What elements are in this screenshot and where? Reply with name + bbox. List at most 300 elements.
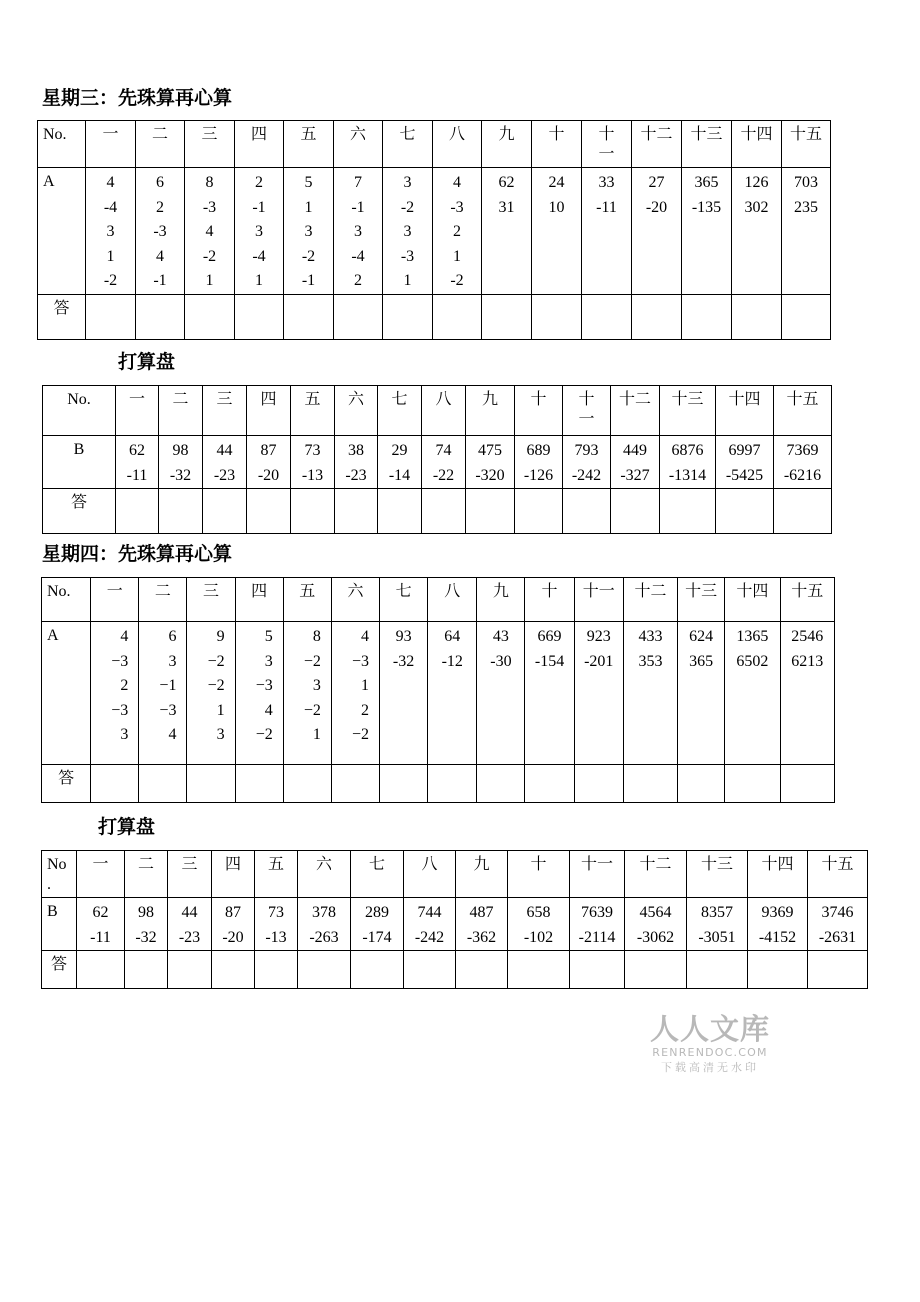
number: 3	[216, 726, 225, 743]
column-header: 九	[477, 578, 525, 622]
number: -2	[103, 272, 118, 289]
number: -2	[202, 247, 217, 265]
header-row	[42, 851, 868, 898]
number: 87	[260, 442, 277, 459]
number: 6	[168, 628, 177, 645]
answer-cell[interactable]	[422, 489, 466, 534]
number: 235	[794, 198, 818, 216]
row-label: A	[38, 168, 86, 295]
column-header: 六	[298, 851, 351, 898]
column-header: 三	[185, 121, 235, 168]
answer-cell[interactable]	[212, 951, 255, 989]
number: 5	[304, 174, 313, 191]
number: -6216	[783, 466, 822, 484]
column-header: 一	[86, 121, 136, 168]
column-header: 八	[422, 386, 466, 436]
column-header: 十四	[732, 121, 782, 168]
worksheet-table-wed-a	[37, 120, 831, 340]
problem-cell	[203, 436, 247, 489]
number: 27	[648, 174, 665, 191]
number: 4	[264, 701, 273, 719]
answer-cell[interactable]	[682, 294, 732, 339]
number: 3	[255, 223, 263, 240]
number: 7369	[786, 442, 819, 459]
answer-cell[interactable]	[159, 489, 203, 534]
number: 624	[689, 628, 714, 645]
column-header: 七	[378, 386, 422, 436]
answer-cell[interactable]	[582, 294, 632, 339]
answer-cell[interactable]	[235, 294, 284, 339]
answer-label: 答	[43, 489, 116, 534]
number: -3	[450, 198, 464, 216]
number: 9	[216, 628, 225, 645]
number: 923	[586, 628, 611, 645]
problem-cell	[235, 622, 283, 765]
column-header: 九	[466, 386, 515, 436]
answer-row	[42, 765, 835, 803]
problem-cell	[532, 168, 582, 295]
answer-cell[interactable]	[380, 765, 428, 803]
column-header: 七	[380, 578, 428, 622]
watermark-logo: 人人文库	[649, 1012, 770, 1046]
problem-cell	[159, 436, 203, 489]
number: -174	[362, 928, 392, 946]
row-label: B	[43, 436, 116, 489]
answer-cell[interactable]	[404, 951, 456, 989]
answer-cell[interactable]	[283, 765, 331, 803]
answer-cell[interactable]	[748, 951, 808, 989]
problem-cell	[378, 436, 422, 489]
number: 93	[395, 628, 412, 645]
number: 9369	[761, 904, 794, 921]
problem-cell	[660, 436, 716, 489]
number: 4	[120, 628, 129, 645]
number: -32	[392, 652, 415, 670]
problem-cell	[570, 898, 625, 951]
number: 33	[598, 174, 615, 191]
answer-cell[interactable]	[91, 765, 139, 803]
number: 44	[181, 904, 198, 921]
problem-cell	[185, 168, 235, 295]
problem-cell	[351, 898, 404, 951]
column-header: 二	[136, 121, 185, 168]
answer-cell[interactable]	[125, 951, 168, 989]
problem-cell	[780, 622, 834, 765]
answer-row	[43, 489, 832, 534]
problem-cell	[682, 168, 732, 295]
number: −3	[111, 701, 129, 719]
problem-cell	[331, 622, 379, 765]
number: 289	[365, 904, 389, 921]
answer-cell[interactable]	[235, 765, 283, 803]
number: 1	[205, 272, 214, 289]
number: -23	[345, 466, 367, 484]
number: -5425	[725, 466, 764, 484]
column-header: 五	[284, 121, 334, 168]
number: 744	[417, 904, 442, 921]
number: 5	[264, 628, 273, 645]
column-header: 十	[532, 121, 582, 168]
number: −2	[207, 652, 225, 670]
answer-cell[interactable]	[570, 951, 625, 989]
column-header: 三	[168, 851, 212, 898]
problem-cell	[187, 622, 235, 765]
column-header: 十五	[808, 851, 868, 898]
column-header: 八	[433, 121, 482, 168]
answer-cell[interactable]	[203, 489, 247, 534]
number: 62	[129, 442, 145, 459]
problem-cell	[77, 898, 125, 951]
column-header: 十四	[725, 578, 780, 622]
number: -32	[135, 928, 157, 946]
answer-cell[interactable]	[563, 489, 611, 534]
problem-cell	[139, 622, 187, 765]
answer-cell[interactable]	[678, 765, 725, 803]
number: 3	[106, 223, 115, 240]
watermark-tagline: 下载高清无水印	[661, 1061, 759, 1074]
problem-cell	[91, 622, 139, 765]
problem-cell	[116, 436, 159, 489]
number: 1	[312, 726, 321, 743]
number: 2	[354, 272, 362, 289]
column-header: 十五	[774, 386, 832, 436]
number: 74	[435, 442, 452, 459]
number: -1	[351, 198, 365, 216]
number: 302	[744, 198, 769, 216]
number: 8357	[701, 904, 733, 921]
answer-label: 答	[42, 765, 91, 803]
number: 62	[92, 904, 109, 921]
number: -242	[414, 928, 445, 946]
number: -14	[388, 466, 411, 484]
number: −2	[255, 726, 273, 743]
watermark-site: RENRENDOC.COM	[652, 1046, 768, 1059]
answer-cell[interactable]	[298, 951, 351, 989]
number: 38	[348, 442, 364, 459]
problem-cell	[732, 168, 782, 295]
number: 2	[255, 174, 263, 191]
number: -20	[645, 198, 668, 216]
problem-cell	[422, 436, 466, 489]
answer-cell[interactable]	[808, 951, 868, 989]
number: 3	[312, 677, 321, 694]
column-header: 十一	[570, 851, 625, 898]
number: −2	[303, 652, 321, 670]
number: 3	[168, 652, 177, 670]
problem-cell	[678, 622, 725, 765]
number: 3	[120, 726, 129, 743]
section-heading-abacus-2: 打算盘	[98, 816, 156, 838]
number: 31	[498, 198, 515, 216]
problem-cell	[168, 898, 212, 951]
number: 4	[168, 726, 177, 743]
number: -30	[490, 652, 512, 670]
answer-cell[interactable]	[255, 951, 298, 989]
column-header: 一	[77, 851, 125, 898]
problem-cell	[782, 168, 831, 295]
number: 8	[312, 628, 321, 645]
answer-cell[interactable]	[456, 951, 508, 989]
number: -135	[691, 198, 722, 216]
answer-cell[interactable]	[383, 294, 433, 339]
problem-cell	[298, 898, 351, 951]
answer-cell[interactable]	[86, 294, 136, 339]
number: -2631	[818, 928, 857, 946]
column-header: 六	[331, 578, 379, 622]
number: -4	[103, 198, 118, 216]
number: −3	[255, 677, 273, 694]
answer-cell[interactable]	[378, 489, 422, 534]
column-header: 十 一	[563, 386, 611, 436]
answer-cell[interactable]	[247, 489, 291, 534]
number: 353	[638, 652, 663, 670]
problem-cell	[404, 898, 456, 951]
problem-cell	[136, 168, 185, 295]
problem-cell	[125, 898, 168, 951]
answer-cell[interactable]	[716, 489, 774, 534]
answer-cell[interactable]	[660, 489, 716, 534]
number: −2	[351, 726, 370, 743]
number: 98	[172, 442, 189, 459]
number: 1	[216, 701, 225, 719]
number: -13	[265, 928, 287, 946]
number: 3	[304, 223, 313, 240]
number: −3	[111, 652, 129, 670]
number: −3	[351, 652, 370, 670]
number: 475	[478, 442, 502, 459]
number: 73	[268, 904, 284, 921]
number: 7639	[581, 904, 613, 921]
answer-cell[interactable]	[351, 951, 404, 989]
header-row	[38, 121, 831, 168]
answer-cell[interactable]	[774, 489, 832, 534]
number: -3051	[698, 928, 736, 946]
answer-cell[interactable]	[187, 765, 235, 803]
answer-cell[interactable]	[632, 294, 682, 339]
problem-cell	[380, 622, 428, 765]
number: 378	[312, 904, 336, 921]
number: -22	[432, 466, 455, 484]
number: 6997	[728, 442, 761, 459]
number: 24	[548, 174, 565, 191]
no-label: No.	[42, 578, 91, 622]
answer-cell[interactable]	[725, 765, 780, 803]
column-header: 五	[255, 851, 298, 898]
problem-cell	[212, 898, 255, 951]
number: 44	[216, 442, 233, 459]
answer-cell[interactable]	[611, 489, 660, 534]
number: −3	[159, 701, 177, 719]
column-header: 十	[515, 386, 563, 436]
problem-cell	[611, 436, 660, 489]
number: -11	[126, 466, 148, 484]
column-header: 十二	[632, 121, 682, 168]
column-header: 十二	[625, 851, 687, 898]
answer-cell[interactable]	[331, 765, 379, 803]
section-heading-wed: 星期三：先珠算再心算	[42, 87, 233, 109]
column-header: 二	[159, 386, 203, 436]
problem-cell	[808, 898, 868, 951]
column-header: 十二	[623, 578, 677, 622]
answer-cell[interactable]	[508, 951, 570, 989]
number: 6876	[671, 442, 704, 459]
answer-cell[interactable]	[515, 489, 563, 534]
number: 10	[548, 198, 565, 216]
number: 4	[106, 174, 115, 191]
column-header: 十三	[687, 851, 748, 898]
number: -327	[620, 466, 650, 484]
answer-cell[interactable]	[428, 765, 477, 803]
problem-cell	[86, 168, 136, 295]
answer-cell[interactable]	[532, 294, 582, 339]
answer-cell[interactable]	[574, 765, 623, 803]
problem-row	[38, 168, 831, 295]
number: -2114	[578, 928, 616, 946]
column-header: 十四	[748, 851, 808, 898]
number: 1	[304, 198, 313, 216]
number: 793	[574, 442, 599, 459]
number: -13	[301, 466, 324, 484]
answer-cell[interactable]	[477, 765, 525, 803]
number: 1	[255, 272, 263, 289]
number: −1	[159, 677, 177, 694]
number: 689	[526, 442, 551, 459]
number: -20	[257, 466, 280, 484]
number: 98	[138, 904, 154, 921]
column-header: 十五	[782, 121, 831, 168]
number: -2	[301, 247, 316, 265]
problem-cell	[508, 898, 570, 951]
column-header: 九	[456, 851, 508, 898]
number: 6	[156, 174, 164, 191]
no-label: No .	[42, 851, 77, 898]
number: 1365	[736, 628, 769, 645]
column-header: 一	[116, 386, 159, 436]
number: 2546	[791, 628, 824, 645]
worksheet-table-thu-a	[41, 577, 835, 803]
header-row	[43, 386, 832, 436]
number: 4	[453, 174, 461, 191]
number: -2	[450, 272, 464, 289]
column-header: 十三	[660, 386, 716, 436]
answer-cell[interactable]	[732, 294, 782, 339]
column-header: 十 一	[582, 121, 632, 168]
answer-row	[38, 294, 831, 339]
problem-cell	[515, 436, 563, 489]
number: 669	[537, 628, 562, 645]
answer-row	[42, 951, 868, 989]
answer-cell[interactable]	[687, 951, 748, 989]
answer-cell[interactable]	[334, 294, 383, 339]
number: 365	[689, 652, 714, 670]
number: 2	[361, 701, 370, 719]
number: 703	[794, 174, 818, 191]
number: 4	[361, 628, 370, 645]
column-header: 十	[508, 851, 570, 898]
problem-cell	[428, 622, 477, 765]
number: 3746	[821, 904, 854, 921]
number: 658	[526, 904, 551, 921]
problem-cell	[625, 898, 687, 951]
number: -4	[252, 247, 266, 265]
number: -20	[222, 928, 244, 946]
problem-cell	[632, 168, 682, 295]
answer-cell[interactable]	[168, 951, 212, 989]
column-header: 十三	[678, 578, 725, 622]
number: -4	[351, 247, 365, 265]
number: -3	[153, 223, 167, 240]
answer-cell[interactable]	[284, 294, 334, 339]
answer-cell[interactable]	[335, 489, 378, 534]
column-header: 十二	[611, 386, 660, 436]
answer-cell[interactable]	[780, 765, 834, 803]
number: -1	[252, 198, 266, 216]
answer-cell[interactable]	[139, 765, 187, 803]
number: 487	[469, 904, 494, 921]
number: -32	[169, 466, 192, 484]
column-header: 十四	[716, 386, 774, 436]
worksheet-table-thu-b	[41, 850, 868, 989]
answer-cell[interactable]	[136, 294, 185, 339]
column-header: 四	[235, 121, 284, 168]
answer-cell[interactable]	[433, 294, 482, 339]
number: 7	[354, 174, 362, 191]
section-heading-thu: 星期四：先珠算再心算	[42, 543, 233, 565]
answer-cell[interactable]	[482, 294, 532, 339]
number: -3	[202, 198, 217, 216]
number: 126	[744, 174, 769, 191]
answer-label: 答	[38, 294, 86, 339]
number: 449	[623, 442, 647, 459]
answer-cell[interactable]	[525, 765, 574, 803]
answer-cell[interactable]	[623, 765, 677, 803]
problem-cell	[563, 436, 611, 489]
answer-cell[interactable]	[625, 951, 687, 989]
problem-cell	[433, 168, 482, 295]
problem-row	[42, 622, 835, 765]
number: 3	[354, 223, 362, 240]
answer-cell[interactable]	[291, 489, 335, 534]
number: 87	[225, 904, 241, 921]
number: -126	[523, 466, 554, 484]
number: -11	[596, 198, 617, 216]
number: -1314	[668, 466, 707, 484]
column-header: 二	[139, 578, 187, 622]
problem-cell	[283, 622, 331, 765]
problem-row	[42, 898, 868, 951]
problem-cell	[525, 622, 574, 765]
number: -12	[441, 652, 463, 670]
answer-cell[interactable]	[77, 951, 125, 989]
answer-cell[interactable]	[185, 294, 235, 339]
problem-cell	[466, 436, 515, 489]
answer-cell[interactable]	[782, 294, 831, 339]
problem-cell	[582, 168, 632, 295]
column-header: 八	[404, 851, 456, 898]
answer-cell[interactable]	[116, 489, 159, 534]
number: −2	[207, 677, 225, 694]
row-label: A	[42, 622, 91, 765]
column-header: 五	[283, 578, 331, 622]
number: -23	[178, 928, 201, 946]
column-header: 六	[334, 121, 383, 168]
number: 2	[453, 223, 461, 240]
answer-cell[interactable]	[466, 489, 515, 534]
worksheet-table-wed-b	[42, 385, 832, 534]
number: 73	[304, 442, 321, 459]
problem-cell	[334, 168, 383, 295]
number: -1	[301, 272, 316, 289]
